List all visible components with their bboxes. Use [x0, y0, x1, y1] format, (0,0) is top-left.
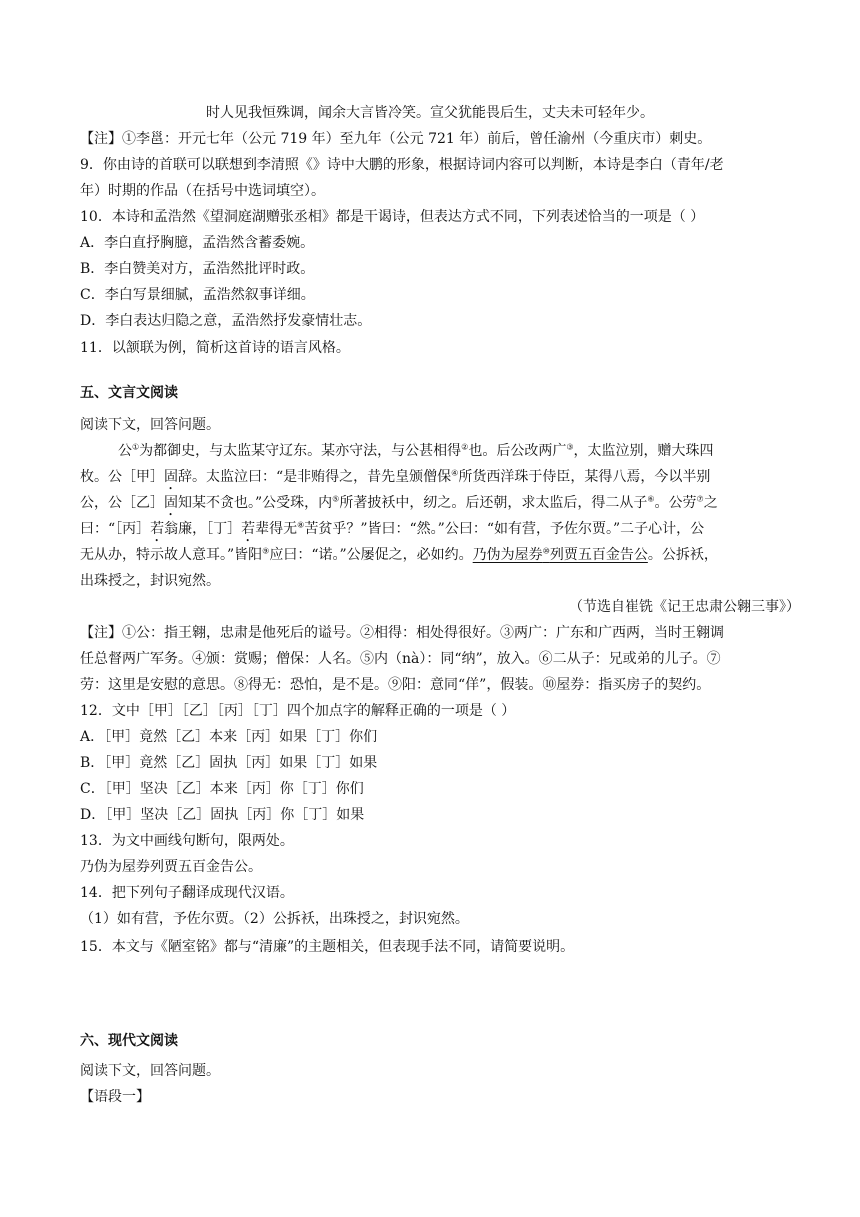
- underlined-sentence: 乃伪为屋券⑩列贾五百金告公: [472, 546, 648, 563]
- question-14-stem: 14．把下列句子翻译成现代汉语。: [80, 885, 294, 901]
- question-9-line1: 9．你由诗的首联可以联想到李清照《》诗中大鹏的形象，根据诗词内容可以判断，本诗是李白（青年/老: [80, 157, 724, 173]
- emphasis-char-yi: 固: [164, 495, 178, 511]
- passage-source: （节选自崔铣《记王忠肃公翱三事》）: [569, 599, 800, 615]
- question-12-option-c: C．［甲］坚决［乙］本来［丙］你［丁］你们: [80, 781, 364, 797]
- passage-line-5: 无从办，特示故人意耳。”皆阳⑨应曰：“诺。”公屡促之，必如约。乃伪为屋券⑩列贾五百金告公。公拆袄，: [80, 546, 718, 563]
- question-11: 11．以颔联为例，简析这首诗的语言风格。: [80, 340, 350, 356]
- passage-line-3: 公，公［乙］固知某不贪也。”公受珠，内⑤所著披袄中，纫之。后还朝，求太监后，得二从子⑥。公劳⑦之: [80, 494, 718, 511]
- question-12-option-a: A．［甲］竟然［乙］本来［丙］如果［丁］你们: [80, 729, 378, 745]
- question-14-items: （1）如有营，予佐尔贾。（2）公拆袄，出珠授之，封识宛然。: [80, 911, 469, 927]
- question-13-sentence: 乃伪为屋券列贾五百金告公。: [80, 859, 262, 875]
- question-10-option-a: A．李白直抒胸臆，孟浩然含蓄委婉。: [80, 235, 315, 251]
- question-12-option-b: B．［甲］竟然［乙］固执［丙］如果［丁］如果: [80, 755, 378, 771]
- question-9-line2: 年）时期的作品（在括号中选词填空）。: [80, 183, 325, 199]
- question-10-option-d: D．李白表达归隐之意，孟浩然抒发豪情壮志。: [80, 313, 372, 329]
- passage-notes-line2: 任总督两广军务。④颁：赏赐；僧保：人名。⑤内（nà）：同“纳”，放入。⑥二从子：兄或弟的儿子。⑦: [80, 651, 721, 667]
- passage-line-6: 出珠授之，封识宛然。: [80, 573, 220, 589]
- question-10-option-b: B．李白赞美对方，孟浩然批评时政。: [80, 261, 315, 277]
- question-12-option-d: D．［甲］坚决［乙］固执［丙］你［丁］如果: [80, 807, 365, 823]
- question-13-stem: 13．为文中画线句断句，限两处。: [80, 833, 294, 849]
- poem-note: 【注】①李邕：开元七年（公元 719 年）至九年（公元 721 年）前后，曾任渝州（今重庆市）刺史。: [80, 131, 712, 147]
- question-12-stem: 12．文中［甲］［乙］［丙］［丁］四个加点字的解释正确的一项是（ ）: [80, 703, 516, 719]
- passage-line-2: 枚。公［甲］固辞。太监泣曰：“是非贿得之，昔先皇颁僧保④所货西洋珠于侍臣，某得八焉，今以半别: [80, 468, 711, 485]
- section-5-title: 五、文言文阅读: [80, 385, 178, 401]
- emphasis-char-jia: 固: [164, 469, 178, 485]
- passage-line-1: 公①为都御史，与太监某守辽东。某亦守法，与公甚相得②也。后公改两广③，太监泣别，赠大珠四: [118, 442, 714, 459]
- poem-last-line: 时人见我恒殊调，闻余大言皆冷笑。宣父犹能畏后生，丈夫未可轻年少。: [206, 105, 654, 121]
- section-5-intro: 阅读下文，回答问题。: [80, 417, 220, 433]
- question-15: 15．本文与《陋室铭》都与“清廉”的主题相关，但表现手法不同，请简要说明。: [80, 939, 575, 955]
- question-10-stem: 10．本诗和孟浩然《望洞庭湖赠张丞相》都是干谒诗，但表达方式不同，下列表述恰当的一项是（ ）: [80, 209, 705, 225]
- passage-notes-line1: 【注】①公：指王翱，忠肃是他死后的谥号。②相得：相处得很好。③两广：广东和广西两，当时王翱调: [80, 625, 724, 641]
- section-6-intro: 阅读下文，回答问题。: [80, 1063, 220, 1079]
- section-6-subheading: 【语段一】: [80, 1089, 150, 1105]
- emphasis-char-bing: 若: [150, 521, 165, 537]
- passage-notes-line3: 劳：这里是安慰的意思。⑧得无：恐怕，是不是。⑨阳：意同“佯”，假装。⑩屋券：指买房子的契约。: [80, 677, 711, 693]
- section-6-title: 六、现代文阅读: [80, 1033, 178, 1049]
- passage-line-4: 曰：“［丙］若翁廉，［丁］若辈得无⑧苦贫乎？”皆曰：“然。”公曰：“如有营，予佐尔贾。”二子心计，公: [80, 520, 705, 537]
- emphasis-char-ding: 若: [241, 521, 256, 537]
- question-10-option-c: C．李白写景细腻，孟浩然叙事详细。: [80, 287, 315, 303]
